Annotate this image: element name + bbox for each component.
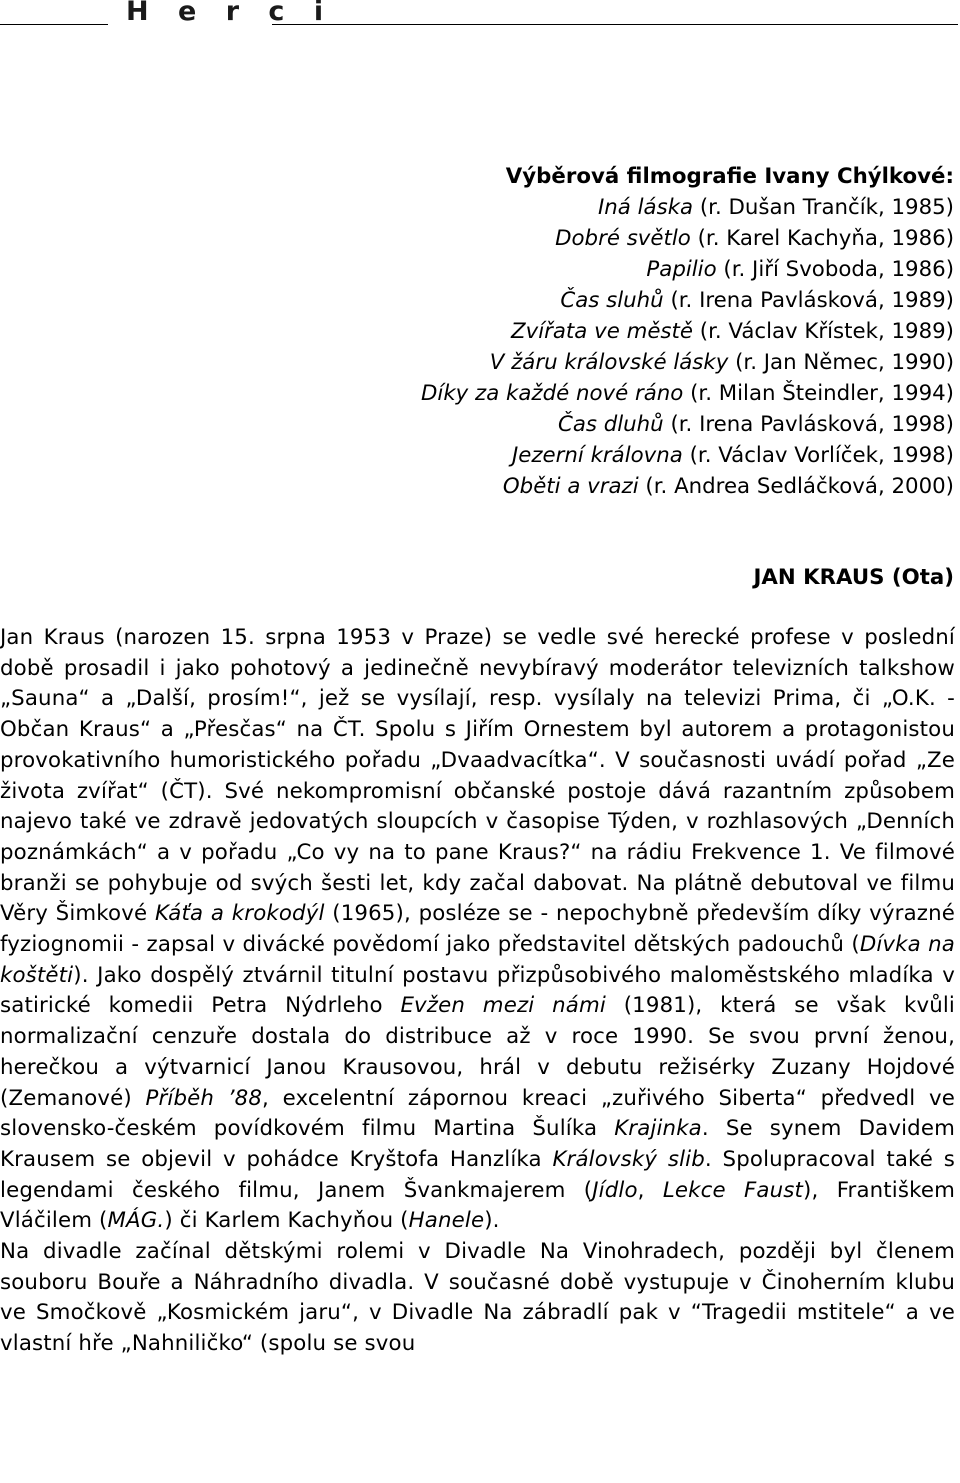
actor-heading: JAN KRAUS (Ota) <box>753 565 954 590</box>
film-credit: (r. Dušan Trančík, 1985) <box>693 195 954 220</box>
filmography-item <box>421 254 954 285</box>
film-title: Papilio <box>646 257 717 282</box>
bio-text: ) či Karlem Kachyňou ( <box>164 1208 409 1234</box>
filmography-item <box>421 378 954 409</box>
filmography-section <box>421 161 954 502</box>
film-title: Jídlo <box>592 1177 638 1203</box>
film-credit: (r. Irena Pavlásková, 1989) <box>663 288 954 313</box>
bio-paragraph-1 <box>0 623 955 1237</box>
film-title: Evžen mezi námi <box>400 993 606 1019</box>
film-title: Příběh ’88 <box>145 1085 263 1111</box>
bio-paragraph-2: Na divadle začínal dětskými rolemi v Divadle Na Vinohradech, později byl členem souboru Bouře a Náhradního divadla. V současné době vystupuje v Činoherním klubu ve Smočkově „Kosmickém jaru“, v Divadle Na zábradlí pak v “Tragedii mstitele“ a ve vlastní hře „Nahniličko“ (spolu se svou <box>0 1239 955 1357</box>
film-title: Káťa a krokodýl <box>154 901 325 927</box>
film-credit: (r. Václav Vorlíček, 1998) <box>682 443 954 468</box>
film-credit: (r. Jan Němec, 1990) <box>728 350 954 375</box>
header-rule-left <box>0 24 108 25</box>
page-header <box>0 0 960 32</box>
filmography-item <box>421 347 954 378</box>
bio-text: , <box>637 1177 663 1203</box>
filmography-item <box>421 409 954 440</box>
bio-text: ), Františkem Vláčilem ( <box>0 1177 955 1234</box>
film-title: Oběti a vrazi <box>502 474 639 499</box>
film-title: Zvířata ve městě <box>511 319 693 344</box>
film-credit: (r. Jiří Svoboda, 1986) <box>716 257 954 282</box>
filmography-item <box>421 285 954 316</box>
page-title: H e r c i <box>126 0 334 27</box>
bio-text: . Se synem Davidem Krausem se objevil v pohádce Kryštofa Hanzlíka <box>0 1116 955 1172</box>
film-title: Krajinka <box>614 1116 702 1142</box>
film-credit: (r. Milan Šteindler, 1994) <box>683 381 954 406</box>
film-credit: (r. Karel Kachyňa, 1986) <box>690 226 954 251</box>
film-title: Díky za každé nové ráno <box>421 381 684 406</box>
bio-text: ). Jako dospělý ztvárnil titulní postavu přizpůsobivého maloměstského mladíka v satirické komedii Petra Nýdrleho <box>0 962 955 1019</box>
film-credit: (r. Irena Pavlásková, 1998) <box>663 412 954 437</box>
bio-text: , excelentní zápornou kreaci „zuřivého Siberta“ předvedl ve slovensko-českém povídkovém filmu Martina Šulíka <box>0 1085 956 1142</box>
film-title: Čas sluhů <box>560 288 664 313</box>
filmography-item <box>421 440 954 471</box>
actor-biography <box>0 623 955 1360</box>
film-title: Hanele <box>408 1208 485 1234</box>
film-title: MÁG. <box>107 1208 165 1234</box>
film-title: Jezerní královna <box>511 443 683 468</box>
film-title: V žáru královské lásky <box>489 350 729 375</box>
film-credit: (r. Andrea Sedláčková, 2000) <box>638 474 954 499</box>
filmography-item <box>421 316 954 347</box>
bio-text: (1981), která se však kvůli normalizační cenzuře dostala do distribuce až v roce 1990. Se svou první ženou, herečkou a výtvarnicí Janou Krausovou, hrál v debutu režisérky Zuzany Hojdové (Zemanové) <box>0 993 955 1111</box>
filmography-heading: Výběrová filmografie Ivany Chýlkové: <box>505 164 954 189</box>
filmography-item <box>421 223 954 254</box>
filmography-item <box>421 471 954 502</box>
bio-text: Jan Kraus (narozen 15. srpna 1953 v Praze) se vedle své herecké profese v poslední době prosadil i jako pohotový a jedinečně nevybíravý moderátor televizních talkshow „Sauna“ a „Další, prosím!“, jež se vysílají, resp. vysílaly na televizi Prima, či „O.K. - Občan Kraus“ a „Přesčas“ na ČT. Spolu s Jiřím Ornestem byl autorem a protagonistou provokativního humoristického pořadu „Dvaadvacítka“. V současnosti uvádí pořad „Ze života zvířat“ (ČT). Své nekompromisní občanské postoje dává razantním způsobem najevo také ve zdravě jedovatých sloupcích v časopise Týden, v rozhlasových „Denních poznámkách“ a v pořadu „Co vy na to pane Kraus?“ na rádiu Frekvence 1. Ve filmové branži se pohybuje od svých šesti let, kdy začal dabovat. Na plátně debutoval ve filmu Věry Šimkové <box>0 625 955 927</box>
film-title: Lekce Faust <box>662 1177 804 1203</box>
film-title: Dívka na koštěti <box>0 932 955 988</box>
header-rule-right <box>272 24 958 25</box>
film-title: Čas dluhů <box>557 412 664 437</box>
film-credit: (r. Václav Křístek, 1989) <box>692 319 954 344</box>
film-title: Dobré světlo <box>555 226 691 251</box>
film-title: Královský slib <box>552 1146 705 1172</box>
film-title: Iná láska <box>598 195 694 220</box>
bio-text: ). <box>484 1208 500 1234</box>
bio-text: (1965), posléze se - nepochybně především díky výrazné fyziognomii - zapsal v divácké povědomí jako představitel dětských padouchů ( <box>0 901 955 958</box>
bio-text: . Spolupracoval také s legendami českého filmu, Janem Švankmajerem ( <box>0 1146 955 1203</box>
filmography-item <box>421 192 954 223</box>
